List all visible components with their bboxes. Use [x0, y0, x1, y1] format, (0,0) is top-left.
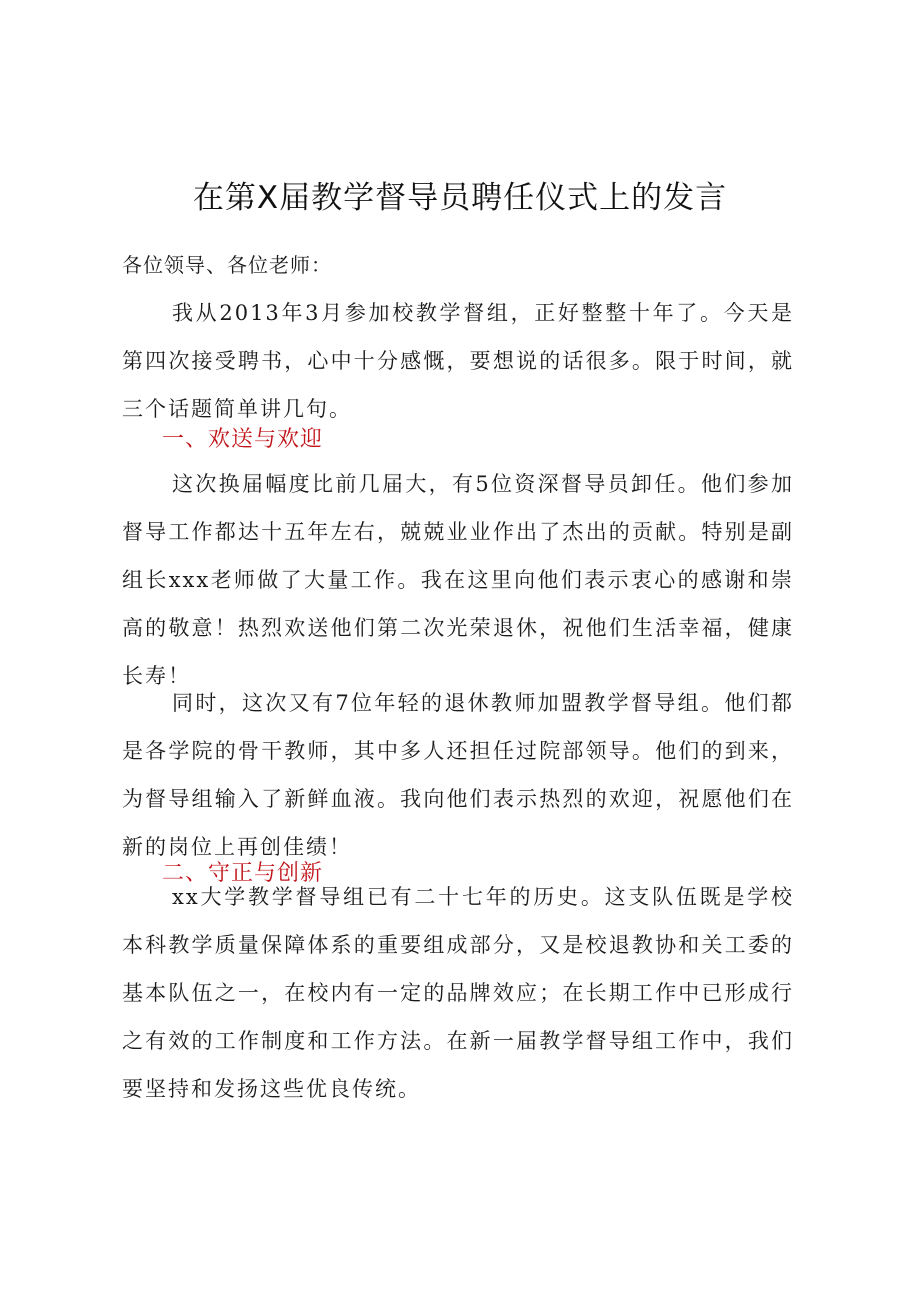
section-heading-farewell-welcome: 一、欢送与欢迎 [162, 427, 324, 452]
section-2-paragraph-1: xx大学教学督导组已有二十七年的历史。这支队伍既是学校本科教学质量保障体系的重要组成部分，又是校退教协和关工委的基本队伍之一，在校内有一定的品牌效应；在长期工作中已形成行之有效的工作制度和工作方法。在新一届教学督导组工作中，我们要坚持和发扬这些优良传统。 [122, 885, 794, 1101]
section-heading-tradition-innovation: 二、守正与创新 [162, 861, 324, 886]
salutation: 各位领导、各位老师： [122, 253, 332, 277]
section-1-paragraph-2: 同时，这次又有7位年轻的退休教师加盟教学督导组。他们都是各学院的骨干教师，其中多人还担任过院部领导。他们的到来，为督导组输入了新鲜血液。我向他们表示热烈的欢迎，祝愿他们在新的岗位上再创佳绩！ [122, 691, 794, 859]
document-title: 在第X届教学督导员聘任仪式上的发言 [192, 180, 728, 216]
section-1-paragraph-1: 这次换届幅度比前几届大，有5位资深督导员卸任。他们参加督导工作都达十五年左右，兢兢业业作出了杰出的贡献。特别是副组长xxx老师做了大量工作。我在这里向他们表示衷心的感谢和崇高的敬意！热烈欢送他们第二次光荣退休，祝他们生活幸福，健康长寿！ [122, 472, 794, 688]
intro-paragraph: 我从2013年3月参加校教学督组，正好整整十年了。今天是第四次接受聘书，心中十分感慨，要想说的话很多。限于时间，就三个话题简单讲几句。 [122, 301, 794, 421]
